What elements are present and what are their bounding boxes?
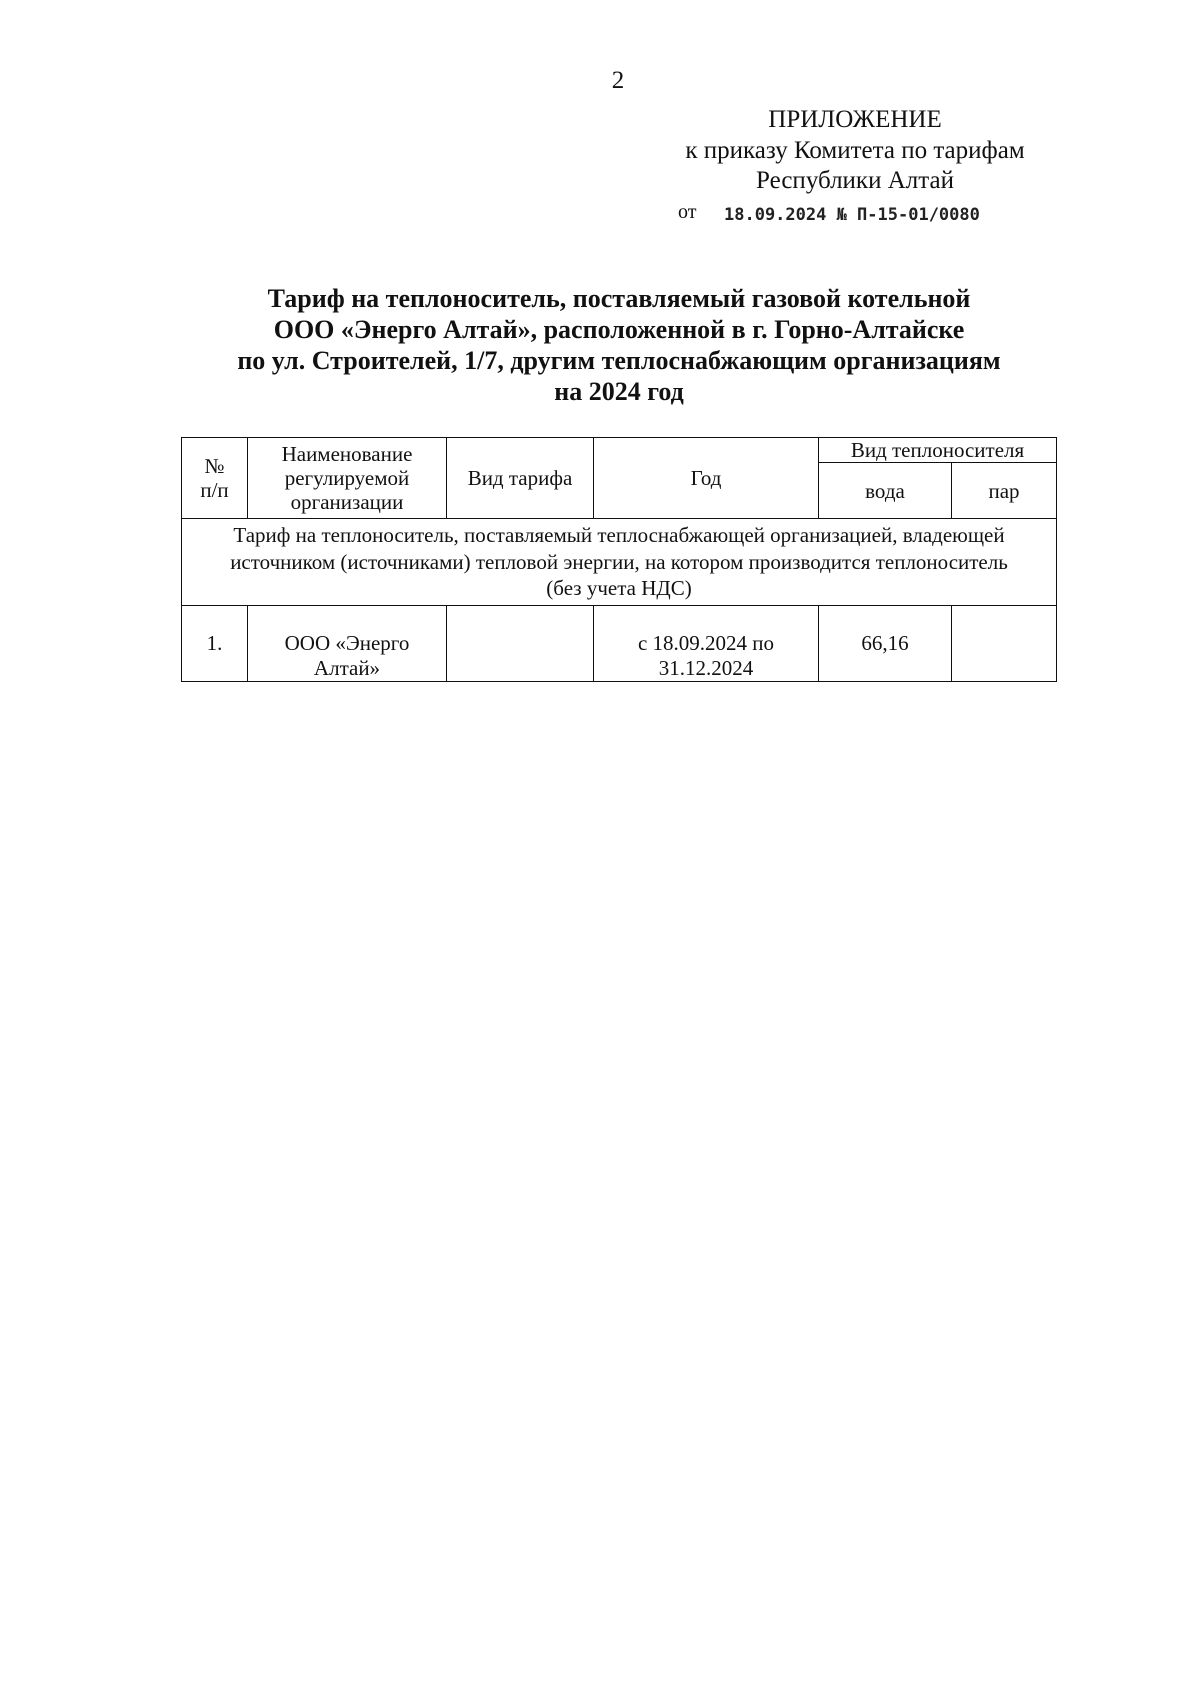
heading-line: по ул. Строителей, 1/7, другим теплоснабжающим организациям	[237, 346, 1001, 375]
appendix-order-line: к приказу Комитета по тарифам	[685, 136, 1025, 164]
appendix-title: ПРИЛОЖЕНИЕ	[768, 106, 942, 133]
heading-line: ООО «Энерго Алтай», расположенной в г. Горно-Алтайске	[273, 315, 965, 344]
header-water: вода	[819, 463, 952, 519]
header-tariff-type: Вид тарифа	[447, 438, 594, 519]
row-organization-text: ООО «Энерго Алтай»	[284, 631, 410, 680]
page-number: 2	[611, 67, 625, 94]
heading-line: на 2024 год	[554, 377, 684, 406]
header-year: Год	[594, 438, 819, 519]
header-carrier-type: Вид теплоносителя	[819, 438, 1057, 463]
row-water-value: 66,16	[819, 606, 952, 682]
order-date-prefix: от	[678, 201, 697, 223]
appendix-republic-line: Республики Алтай	[756, 167, 954, 194]
table-header-row	[182, 438, 1057, 463]
table-section-row	[182, 519, 1057, 606]
row-period-text: с 18.09.2024 по 31.12.2024	[637, 631, 775, 680]
row-tariff-type	[447, 606, 594, 682]
header-num: № п/п	[182, 438, 248, 519]
header-organization: Наименование регулируемой организации	[248, 438, 447, 519]
row-organization	[248, 606, 447, 682]
row-num: 1.	[182, 606, 248, 682]
appendix-block	[670, 105, 1040, 197]
order-date-number-stamp: 18.09.2024 № П-15-01/0080	[724, 205, 980, 225]
row-period	[594, 606, 819, 682]
section-caption: Тариф на теплоноситель, поставляемый теплоснабжающей организацией, владеющей источником (источниками) тепловой энергии, на котором производится теплоноситель (без учета НДС)	[182, 519, 1057, 606]
header-steam: пар	[952, 463, 1057, 519]
tariff-table	[181, 437, 1057, 682]
document-heading	[180, 283, 1058, 407]
heading-line: Тариф на теплоноситель, поставляемый газовой котельной	[267, 284, 971, 313]
row-steam-value	[952, 606, 1057, 682]
table-row	[182, 606, 1057, 682]
